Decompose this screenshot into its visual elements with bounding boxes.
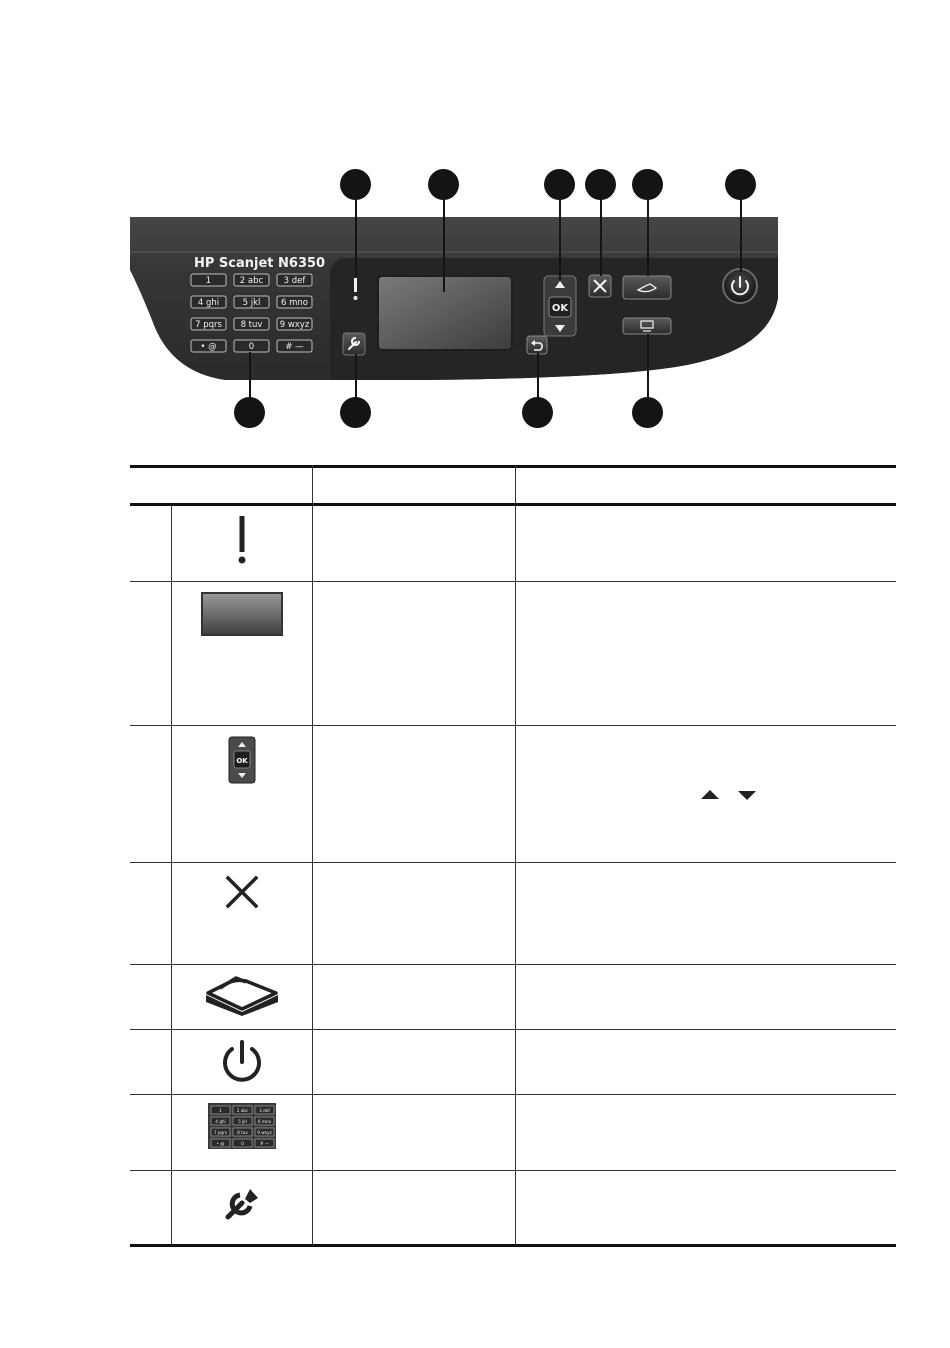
navigation-pad[interactable] [544,276,576,336]
callout-scan [632,169,663,200]
keypad-key-label: 9 wxyz [279,320,310,330]
callout-leader [740,196,742,272]
mini-key-label: 6 mno [257,1119,272,1125]
callout-leader [249,352,251,402]
callout-power [725,169,756,200]
callout-navigation [544,169,575,200]
column-divider [312,465,313,504]
attention-icon [236,516,248,564]
callout-cancel [585,169,616,200]
keypad-key-label: 1 [205,276,212,286]
keypad-key-label: • @ [200,342,217,352]
control-panel-illustration [0,0,950,440]
ok-navigation-icon [228,736,256,784]
ok-label: OK [551,303,569,314]
table-row [130,726,896,862]
table-row [130,863,896,964]
scan-button[interactable] [623,276,671,299]
callout-keypad [234,397,265,428]
mini-key-label: 5 jkl [238,1119,247,1125]
callout-leader [355,354,357,402]
mini-key-label: # — [259,1141,270,1147]
mini-key-label: 2 abc [236,1108,249,1114]
callout-back [522,397,553,428]
callout-lcd [428,169,459,200]
callout-leader [537,353,539,403]
table-row [130,1030,896,1094]
cancel-x-icon [225,875,259,909]
callout-leader [647,334,649,402]
keypad-key-label: 5 jkl [242,298,261,308]
mini-key-label: 3 def [259,1108,270,1114]
attention-indicator [354,278,358,300]
scanner-panel-drawing [0,0,950,440]
mini-key-label: 7 pqrs [213,1130,228,1136]
keypad-key[interactable] [277,318,312,330]
table-bottom-rule [130,1244,896,1247]
keypad-key-label: 4 ghi [197,298,220,308]
keypad-key[interactable] [277,274,312,286]
ok-label: OK [236,757,248,765]
keypad-key-label: # — [285,342,304,352]
keypad-key[interactable] [191,296,226,308]
table-row [130,582,896,725]
keypad-key-label: 6 mno [281,298,308,308]
keypad-key[interactable] [277,340,312,352]
setup-button[interactable] [343,333,365,355]
mini-key-label: 0 [241,1141,244,1147]
model-label: HP Scanjet N6350 [194,256,326,271]
lcd-screen [378,276,512,350]
table-row [130,1171,896,1245]
scanner-icon [202,975,282,1017]
keypad-key-label: 7 pqrs [195,320,222,330]
table-row [130,965,896,1029]
down-arrow-icon [736,788,758,802]
mini-key-label: 8 tuv [237,1130,248,1136]
callout-leader [355,196,357,276]
keypad-key-label: 8 tuv [240,320,263,330]
copy-button[interactable] [623,318,671,334]
keypad-key[interactable] [234,340,269,352]
table-row [130,1095,896,1170]
up-arrow-icon [699,788,721,802]
table-top-rule [130,465,896,468]
power-button[interactable] [723,269,757,303]
keypad-key-label: 3 def [283,276,306,286]
keypad-key[interactable] [191,340,226,352]
callout-leader [647,196,649,276]
callout-leader [600,196,602,276]
callout-setup [340,397,371,428]
callout-attention [340,169,371,200]
mini-key-label: 9 wxyz [257,1130,272,1136]
callout-leader [559,196,561,280]
keypad-key[interactable] [234,296,269,308]
column-divider [515,465,516,504]
callout-leader [443,196,445,292]
keypad-key[interactable] [234,318,269,330]
keypad-key-label: 0 [248,342,255,352]
keypad-key-label: 2 abc [239,276,264,286]
wrench-icon [220,1181,264,1225]
keypad-key[interactable] [191,318,226,330]
callout-copy [632,397,663,428]
keypad-key[interactable] [234,274,269,286]
back-button[interactable] [527,336,547,354]
mini-key-label: 4 ghi [215,1119,226,1125]
table-row [130,506,896,581]
keypad-key[interactable] [191,274,226,286]
power-icon [219,1040,265,1084]
keypad-icon [208,1103,276,1149]
mini-key-label: 1 [219,1108,222,1114]
keypad-key[interactable] [277,296,312,308]
lcd-screen-icon [201,592,283,636]
mini-key-label: • @ [216,1141,225,1147]
cancel-button[interactable] [589,275,611,297]
